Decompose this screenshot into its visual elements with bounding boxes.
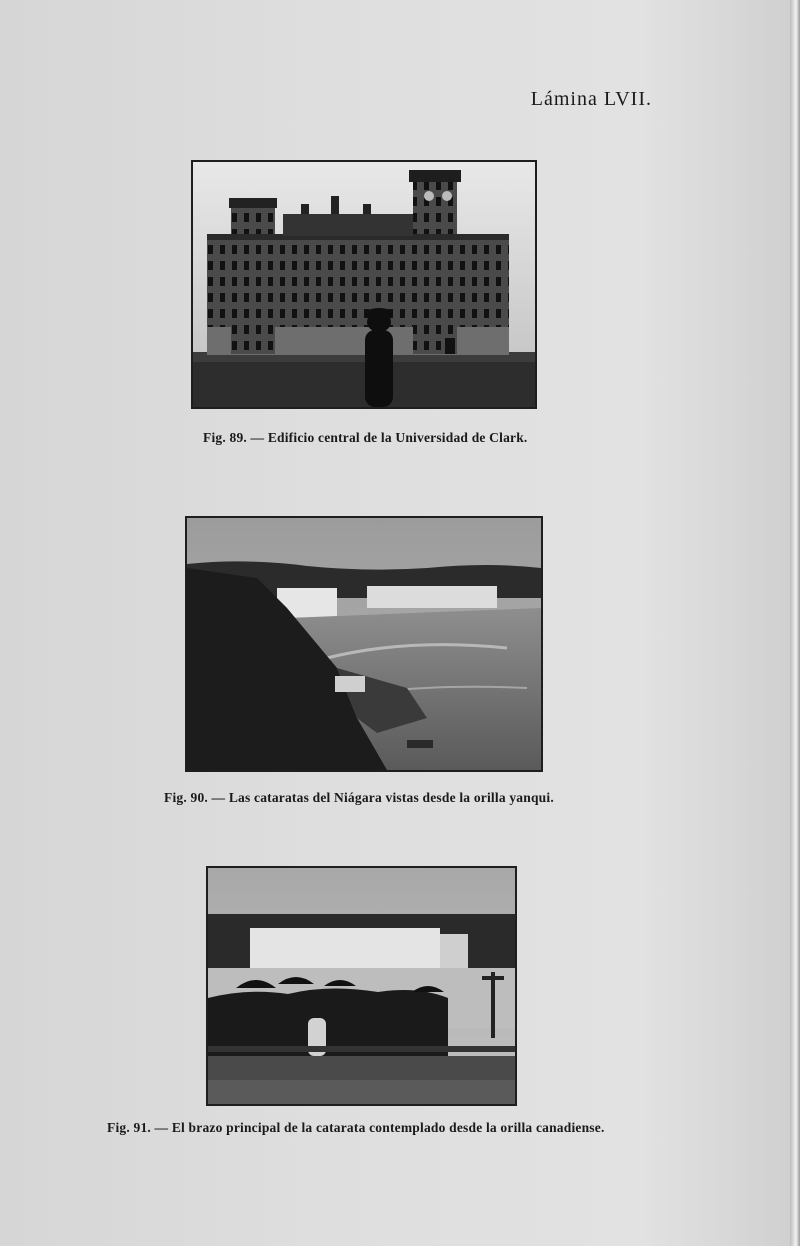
figure-caption-91: Fig. 91. — El brazo principal de la catarata contemplado desde la orilla canadiense.	[107, 1120, 605, 1135]
figure-caption-89: Fig. 89. — Edificio central de la Universidad de Clark.	[203, 430, 528, 445]
plate-title: Lámina LVII.	[530, 88, 652, 110]
photo-niagara-canadian-shore	[206, 866, 517, 1106]
page-edge	[790, 0, 800, 1246]
photo-clark-university	[191, 160, 537, 409]
figure-caption-90: Fig. 90. — Las cataratas del Niágara vistas desde la orilla yanqui.	[164, 790, 554, 805]
photo-niagara-us-shore	[185, 516, 543, 772]
